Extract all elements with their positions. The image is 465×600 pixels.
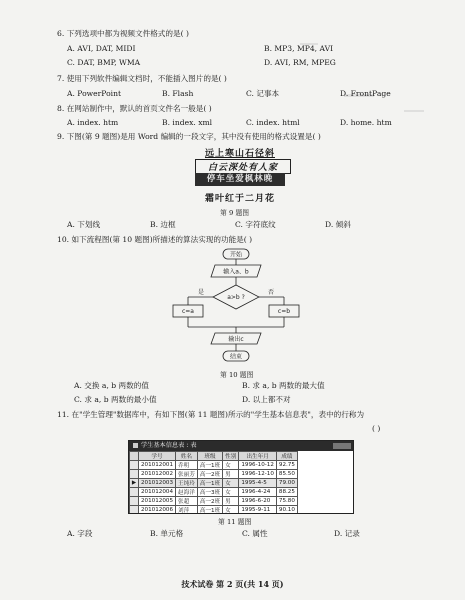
q9-option-d[interactable]: D. 倾斜 bbox=[325, 220, 351, 229]
q9-figure-caption: 第 9 题图 bbox=[220, 209, 250, 217]
student-info-grid bbox=[129, 451, 298, 514]
table-cell[interactable]: 女 bbox=[223, 479, 239, 488]
flow-right-assign-label: c=b bbox=[277, 308, 291, 315]
q9-stem: 9. 下图(第 9 题图)是用 Word 编辑的一段文字，其中没有使用的格式设置是( ) bbox=[57, 132, 321, 141]
table-cell[interactable]: 王纯玲 bbox=[176, 479, 198, 488]
table-row-selected[interactable] bbox=[130, 479, 298, 488]
table-cell[interactable]: 女 bbox=[223, 461, 239, 470]
poem-line-shaded: 停车坐爱枫林晚 bbox=[195, 173, 285, 186]
q9-option-b[interactable]: B. 边框 bbox=[150, 220, 176, 229]
table-cell[interactable]: 高一3班 bbox=[197, 488, 222, 497]
table-cell[interactable]: 乔明 bbox=[176, 461, 198, 470]
table-cell[interactable]: 201012001 bbox=[139, 461, 176, 470]
table-row[interactable] bbox=[130, 506, 298, 515]
row-selector[interactable] bbox=[130, 470, 139, 479]
table-cell[interactable]: 201012006 bbox=[139, 506, 176, 515]
table-cell[interactable]: 201012002 bbox=[139, 470, 176, 479]
q8-option-d[interactable]: D. home. htm bbox=[340, 118, 392, 127]
q6-option-d[interactable]: D. AVI, RM, MPEG bbox=[264, 58, 336, 67]
table-cell[interactable]: 1996-12-10 bbox=[239, 470, 277, 479]
q8-option-a[interactable]: A. index. htm bbox=[67, 118, 119, 127]
row-selector[interactable] bbox=[130, 506, 139, 515]
row-selector-current-icon[interactable]: ▶ bbox=[130, 479, 139, 488]
column-header[interactable]: 成绩 bbox=[276, 452, 297, 461]
table-cell[interactable]: 高一1班 bbox=[197, 479, 222, 488]
q11-answer-paren: ( ) bbox=[372, 424, 381, 433]
column-header[interactable]: 出生年月 bbox=[239, 452, 277, 461]
q8-option-c[interactable]: C. index. html bbox=[246, 118, 300, 127]
q10-option-d[interactable]: D. 以上都不对 bbox=[242, 395, 291, 404]
table-icon bbox=[133, 443, 138, 448]
row-selector[interactable] bbox=[130, 488, 139, 497]
table-cell[interactable]: 1996-6-20 bbox=[239, 497, 277, 506]
q11-stem: 11. 在"学生管理"数据库中，有如下图(第 11 题图)所示的"学生基本信息表"，表中的行称为 bbox=[57, 410, 365, 419]
table-cell[interactable]: 201012003 bbox=[139, 479, 176, 488]
window-controls[interactable] bbox=[333, 443, 351, 449]
flow-start-label: 开始 bbox=[229, 251, 243, 259]
q7-option-a[interactable]: A. PowerPoint bbox=[67, 89, 122, 98]
q8-option-b[interactable]: B. index. xml bbox=[162, 118, 213, 127]
table-cell[interactable]: 高一1班 bbox=[197, 506, 222, 515]
q9-option-a[interactable]: A. 下划线 bbox=[67, 220, 101, 229]
table-row[interactable] bbox=[130, 488, 298, 497]
q11-option-a[interactable]: A. 字段 bbox=[67, 529, 93, 538]
scan-speck bbox=[404, 110, 424, 112]
table-cell[interactable]: 1995-9-11 bbox=[239, 506, 277, 515]
table-window-titlebar bbox=[129, 441, 353, 451]
table-cell[interactable]: 张丽芳 bbox=[176, 470, 198, 479]
q6-option-a[interactable]: A. AVI, DAT, MIDI bbox=[67, 44, 136, 53]
column-header[interactable]: 学号 bbox=[139, 452, 176, 461]
table-cell[interactable]: 201012004 bbox=[139, 488, 176, 497]
table-cell[interactable]: 1995-4-5 bbox=[239, 479, 277, 488]
page-footer: 技术试卷 第 2 页(共 14 页) bbox=[181, 579, 284, 589]
q10-option-b[interactable]: B. 求 a, b 两数的最大值 bbox=[242, 381, 325, 390]
poem-line-bordered: 白云深处有人家 bbox=[195, 159, 291, 174]
table-cell[interactable]: 85.50 bbox=[276, 470, 297, 479]
table-cell[interactable]: 201012005 bbox=[139, 497, 176, 506]
table-row[interactable] bbox=[130, 461, 298, 470]
flow-output-label: 输出c bbox=[228, 336, 244, 343]
table-cell[interactable]: 刘萍 bbox=[176, 506, 198, 515]
table-cell[interactable]: 90.10 bbox=[276, 506, 297, 515]
flow-input-label: 输入a、b bbox=[223, 268, 249, 276]
table-cell[interactable]: 高一2班 bbox=[197, 497, 222, 506]
flow-left-assign-label: c=a bbox=[181, 308, 195, 315]
q10-option-c[interactable]: C. 求 a, b 两数的最小值 bbox=[74, 395, 157, 404]
flow-no-label: 否 bbox=[267, 289, 275, 296]
student-info-table-window bbox=[128, 440, 354, 514]
q11-figure-caption: 第 11 题图 bbox=[218, 518, 252, 526]
flow-decision-label: a>b ? bbox=[227, 294, 245, 301]
table-cell[interactable]: 男 bbox=[223, 497, 239, 506]
table-cell[interactable]: 高一1班 bbox=[197, 461, 222, 470]
q9-option-c[interactable]: C. 字符底纹 bbox=[235, 220, 276, 229]
q10-option-a[interactable]: A. 交换 a, b 两数的值 bbox=[74, 381, 149, 390]
table-cell[interactable]: 女 bbox=[223, 506, 239, 515]
q10-stem: 10. 如下流程图(第 10 题图)所描述的算法实现的功能是( ) bbox=[57, 235, 253, 244]
q11-option-d[interactable]: D. 记录 bbox=[334, 529, 360, 538]
q6-stem: 6. 下列选项中都为视频文件格式的是( ) bbox=[57, 29, 189, 38]
flow-yes-label: 是 bbox=[197, 289, 205, 296]
poem-line-plain: 霜叶红于二月花 bbox=[204, 194, 275, 204]
table-cell[interactable]: 男 bbox=[223, 470, 239, 479]
poem-line-underlined: 远上寒山石径斜 bbox=[204, 149, 275, 159]
q11-option-b[interactable]: B. 单元格 bbox=[150, 529, 184, 538]
q11-option-c[interactable]: C. 属性 bbox=[242, 529, 268, 538]
table-row[interactable] bbox=[130, 497, 298, 506]
table-header-row bbox=[130, 452, 298, 461]
row-selector[interactable] bbox=[130, 497, 139, 506]
q6-option-c[interactable]: C. DAT, BMP, WMA bbox=[67, 58, 141, 67]
column-header[interactable]: 班级 bbox=[197, 452, 222, 461]
row-selector[interactable] bbox=[130, 461, 139, 470]
flowchart bbox=[165, 247, 305, 367]
q7-option-d[interactable]: D. FrontPage bbox=[340, 89, 391, 98]
column-header[interactable]: 姓名 bbox=[176, 452, 198, 461]
table-cell[interactable]: 75.80 bbox=[276, 497, 297, 506]
q7-stem: 7. 使用下列软件编辑文档时，不能插入图片的是( ) bbox=[57, 74, 227, 83]
table-cell[interactable]: 79.00 bbox=[276, 479, 297, 488]
q8-stem: 8. 在网站制作中，默认的首页文件名一般是( ) bbox=[57, 104, 212, 113]
flow-end-label: 结束 bbox=[229, 353, 243, 361]
table-row[interactable] bbox=[130, 470, 298, 479]
column-header[interactable]: 性别 bbox=[223, 452, 239, 461]
q6-option-b[interactable]: B. MP3, MP4, AVI bbox=[264, 44, 334, 53]
q10-figure-caption: 第 10 题图 bbox=[220, 371, 254, 379]
table-cell[interactable]: 1996-10-12 bbox=[239, 461, 277, 470]
table-cell[interactable]: 女 bbox=[223, 488, 239, 497]
table-cell[interactable]: 高一2班 bbox=[197, 470, 222, 479]
q7-option-b[interactable]: B. Flash bbox=[162, 89, 194, 98]
table-cell[interactable]: 1996-4-24 bbox=[239, 488, 277, 497]
q7-option-c[interactable]: C. 记事本 bbox=[246, 89, 280, 98]
table-window-title: 学生基本信息表 : 表 bbox=[141, 442, 197, 449]
table-cell[interactable]: 88.25 bbox=[276, 488, 297, 497]
table-cell[interactable]: 92.75 bbox=[276, 461, 297, 470]
row-selector-header bbox=[130, 452, 139, 461]
table-cell[interactable]: 赵海洋 bbox=[176, 488, 198, 497]
table-cell[interactable]: 张超 bbox=[176, 497, 198, 506]
